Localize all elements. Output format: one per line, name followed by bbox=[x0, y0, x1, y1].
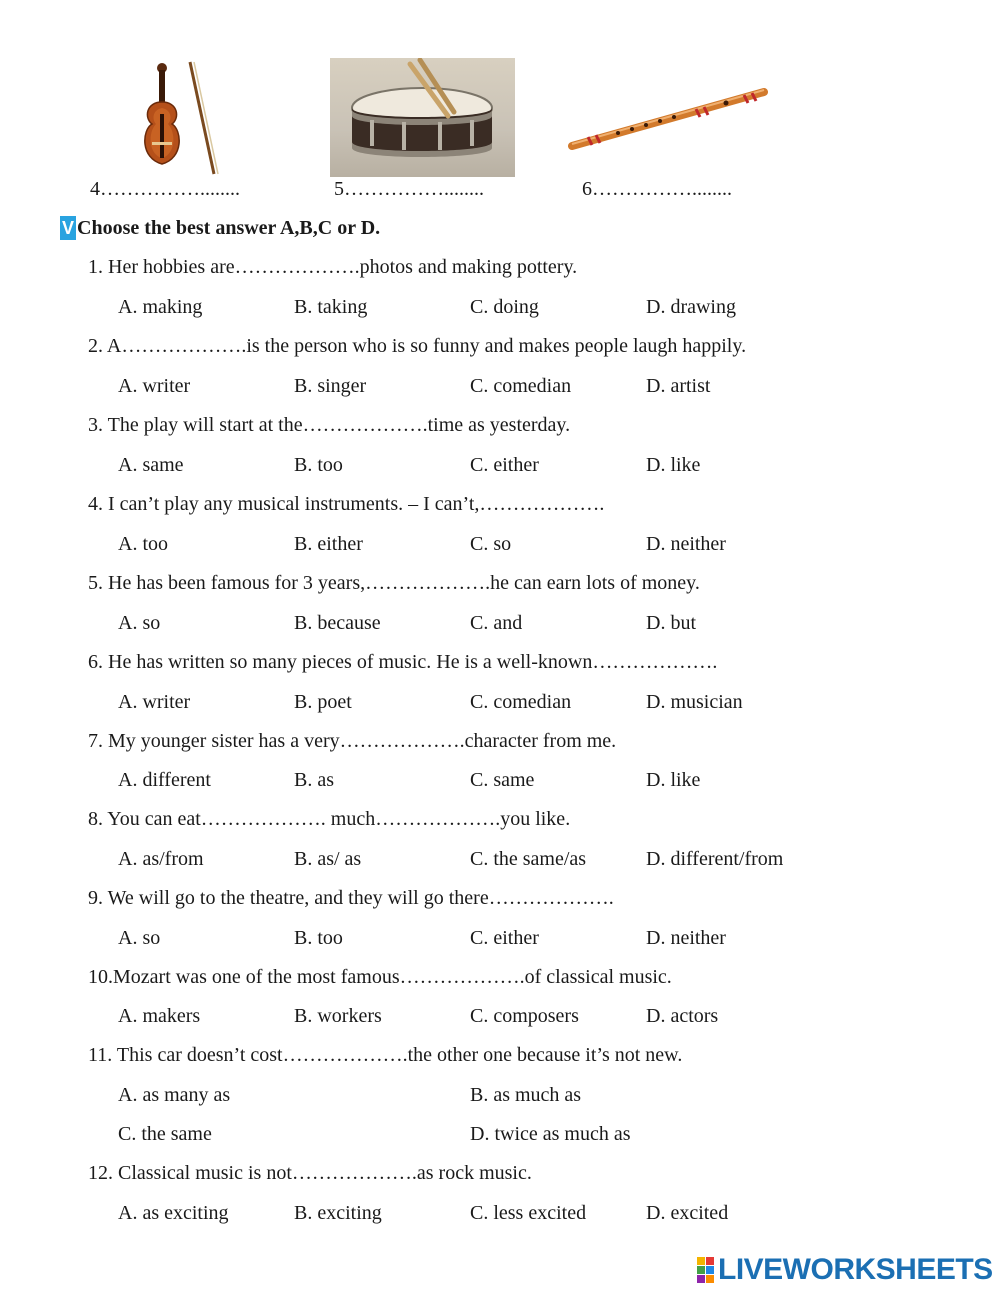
question-9-stem: 9. We will go to the theatre, and they will go there………………. bbox=[88, 887, 614, 909]
question-5-stem: 5. He has been famous for 3 years,……………….he can earn lots of money. bbox=[88, 572, 700, 594]
question-8-stem: 8. You can eat………………. much……………….you like. bbox=[88, 808, 571, 830]
question-7-stem: 7. My younger sister has a very……………….character from me. bbox=[88, 730, 617, 752]
question-2-option-b[interactable]: B. singer bbox=[294, 375, 367, 397]
question-4-option-d[interactable]: D. neither bbox=[646, 533, 726, 555]
question-10-option-c[interactable]: C. composers bbox=[470, 1005, 579, 1027]
flute-icon bbox=[566, 84, 770, 154]
question-11-option-b[interactable]: B. as much as bbox=[470, 1084, 582, 1106]
violin-icon bbox=[138, 58, 220, 178]
question-3-option-c[interactable]: C. either bbox=[470, 454, 539, 476]
question-8-option-d[interactable]: D. different/from bbox=[646, 848, 784, 870]
question-5-option-b[interactable]: B. because bbox=[294, 612, 381, 634]
question-1-stem: 1. Her hobbies are……………….photos and making pottery. bbox=[88, 256, 578, 278]
liveworksheets-logo[interactable] bbox=[697, 1255, 993, 1285]
question-3-option-a[interactable]: A. same bbox=[118, 454, 184, 476]
question-10-option-d[interactable]: D. actors bbox=[646, 1005, 719, 1027]
logo-tile bbox=[697, 1257, 705, 1265]
logo-tile bbox=[706, 1257, 714, 1265]
logo-text: LIVEWORKSHEETS bbox=[718, 1253, 993, 1286]
question-4-option-a[interactable]: A. too bbox=[118, 533, 168, 555]
question-6-stem: 6. He has written so many pieces of music. He is a well-known………………. bbox=[88, 651, 718, 673]
question-6-option-b[interactable]: B. poet bbox=[294, 691, 352, 713]
violin-picture bbox=[138, 58, 220, 178]
question-3-option-d[interactable]: D. like bbox=[646, 454, 701, 476]
question-8-option-c[interactable]: C. the same/as bbox=[470, 848, 587, 870]
question-8-option-b[interactable]: B. as/ as bbox=[294, 848, 362, 870]
drum-icon bbox=[330, 58, 515, 177]
logo-grid-icon bbox=[697, 1257, 714, 1283]
question-11-option-d[interactable]: D. twice as much as bbox=[470, 1123, 631, 1145]
drum-picture bbox=[330, 58, 515, 177]
question-11-stem: 11. This car doesn’t cost……………….the other one because it’s not new. bbox=[88, 1044, 683, 1066]
question-11-option-a[interactable]: A. as many as bbox=[118, 1084, 231, 1106]
question-10-option-b[interactable]: B. workers bbox=[294, 1005, 382, 1027]
question-3-stem: 3. The play will start at the……………….time as yesterday. bbox=[88, 414, 571, 436]
question-6-option-c[interactable]: C. comedian bbox=[470, 691, 572, 713]
question-4-option-c[interactable]: C. so bbox=[470, 533, 512, 555]
question-1-option-b[interactable]: B. taking bbox=[294, 296, 368, 318]
question-12-option-d[interactable]: D. excited bbox=[646, 1202, 729, 1224]
question-4-stem: 4. I can’t play any musical instruments. – I can’t,………………. bbox=[88, 493, 605, 515]
logo-tile bbox=[706, 1266, 714, 1274]
question-9-option-d[interactable]: D. neither bbox=[646, 927, 726, 949]
question-1-option-d[interactable]: D. drawing bbox=[646, 296, 736, 318]
question-2-option-c[interactable]: C. comedian bbox=[470, 375, 572, 397]
picture-answer-4[interactable]: 4……………........ bbox=[90, 178, 240, 200]
question-9-option-b[interactable]: B. too bbox=[294, 927, 343, 949]
question-12-stem: 12. Classical music is not……………….as rock music. bbox=[88, 1162, 532, 1184]
question-12-option-b[interactable]: B. exciting bbox=[294, 1202, 382, 1224]
section-heading bbox=[60, 216, 380, 240]
question-12-option-a[interactable]: A. as exciting bbox=[118, 1202, 229, 1224]
question-7-option-b[interactable]: B. as bbox=[294, 769, 334, 791]
question-6-option-d[interactable]: D. musician bbox=[646, 691, 743, 713]
logo-tile bbox=[706, 1275, 714, 1283]
picture-answer-5[interactable]: 5……………........ bbox=[334, 178, 484, 200]
question-5-option-c[interactable]: C. and bbox=[470, 612, 523, 634]
question-9-option-a[interactable]: A. so bbox=[118, 927, 161, 949]
question-7-option-a[interactable]: A. different bbox=[118, 769, 211, 791]
question-1-option-a[interactable]: A. making bbox=[118, 296, 203, 318]
question-3-option-b[interactable]: B. too bbox=[294, 454, 343, 476]
question-4-option-b[interactable]: B. either bbox=[294, 533, 363, 555]
logo-tile bbox=[697, 1275, 705, 1283]
question-11-option-c[interactable]: C. the same bbox=[118, 1123, 212, 1145]
question-10-stem: 10.Mozart was one of the most famous……………….of classical music. bbox=[88, 966, 672, 988]
question-1-option-c[interactable]: C. doing bbox=[470, 296, 539, 318]
question-7-option-c[interactable]: C. same bbox=[470, 769, 535, 791]
question-7-option-d[interactable]: D. like bbox=[646, 769, 701, 791]
question-8-option-a[interactable]: A. as/from bbox=[118, 848, 204, 870]
section-number: V bbox=[61, 218, 74, 238]
flute-picture bbox=[566, 84, 770, 154]
question-5-option-d[interactable]: D. but bbox=[646, 612, 696, 634]
question-2-option-a[interactable]: A. writer bbox=[118, 375, 191, 397]
logo-tile bbox=[697, 1266, 705, 1274]
section-title: Choose the best answer A,B,C or D. bbox=[77, 216, 381, 239]
question-2-option-d[interactable]: D. artist bbox=[646, 375, 711, 397]
question-10-option-a[interactable]: A. makers bbox=[118, 1005, 201, 1027]
question-5-option-a[interactable]: A. so bbox=[118, 612, 161, 634]
question-12-option-c[interactable]: C. less excited bbox=[470, 1202, 587, 1224]
picture-answer-6[interactable]: 6……………........ bbox=[582, 178, 732, 200]
question-9-option-c[interactable]: C. either bbox=[470, 927, 539, 949]
question-6-option-a[interactable]: A. writer bbox=[118, 691, 191, 713]
question-2-stem: 2. A……………….is the person who is so funny and makes people laugh happily. bbox=[88, 335, 747, 357]
